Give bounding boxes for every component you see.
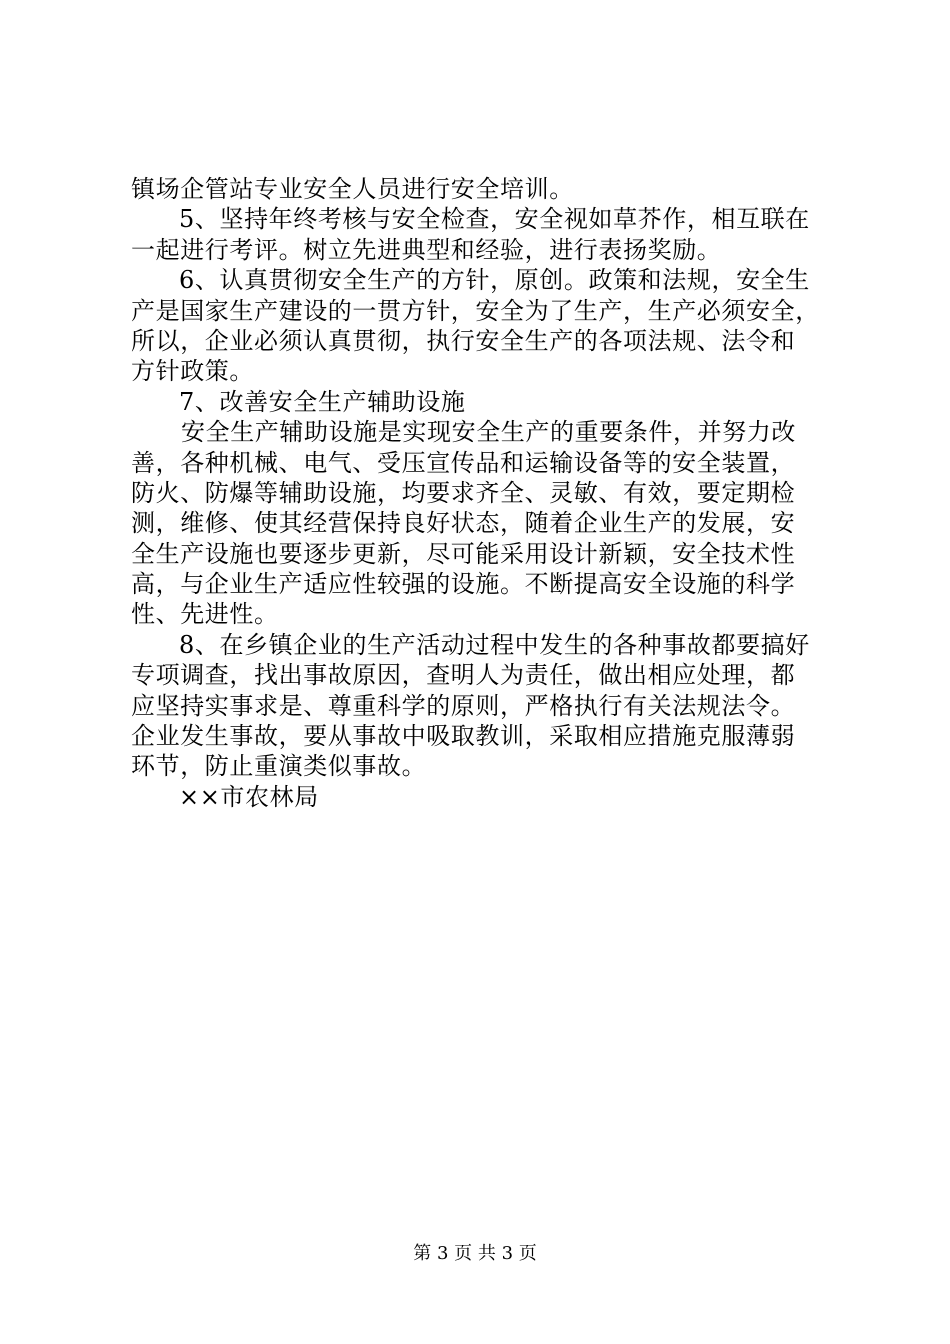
text-line: 专项调查，找出事故原因，查明人为责任，做出相应处理，都 — [131, 661, 796, 690]
text-line: 性、先进性。 — [131, 600, 279, 629]
text-line: 8、在乡镇企业的生产活动过程中发生的各种事故都要搞好 — [179, 630, 810, 659]
text-line: 产是国家生产建设的一贯方针，安全为了生产，生产必须安全， — [131, 296, 820, 325]
text-line: 应坚持实事求是、尊重科学的原则，严格执行有关法规法令。 — [131, 691, 796, 720]
text-line: 安全生产辅助设施是实现安全生产的重要条件，并努力改 — [181, 418, 796, 447]
text-line: 防火、防爆等辅助设施，均要求齐全、灵敏、有效，要定期检 — [131, 478, 796, 507]
document-body — [131, 174, 821, 812]
text-line: 高，与企业生产适应性较强的设施。不断提高安全设施的科学 — [131, 570, 796, 599]
page-number-footer: 第 3 页 共 3 页 — [413, 1243, 537, 1264]
text-line: 所以，企业必须认真贯彻，执行安全生产的各项法规、法令和 — [131, 326, 796, 355]
text-line: 企业发生事故，要从事故中吸取教训，采取相应措施克服薄弱 — [131, 722, 796, 751]
text-line: 镇场企管站专业安全人员进行安全培训。 — [131, 175, 574, 203]
text-line: 环节，防止重演类似事故。 — [131, 752, 427, 781]
text-line: 7、改善安全生产辅助设施 — [179, 387, 466, 416]
text-line: 测，维修、使其经营保持良好状态，随着企业生产的发展，安 — [131, 509, 796, 538]
signature-line: ××市农林局 — [179, 782, 319, 811]
text-line: 6、认真贯彻安全生产的方针，原创。政策和法规，安全生 — [179, 266, 810, 295]
text-line: 善，各种机械、电气、受压宣传品和运输设备等的安全装置， — [131, 448, 796, 477]
text-line: 方针政策。 — [131, 357, 254, 386]
text-line: 5、坚持年终考核与安全检查，安全视如草芥作，相互联在 — [179, 205, 810, 234]
text-line: 全生产设施也要逐步更新，尽可能采用设计新颖，安全技术性 — [131, 539, 796, 568]
text-line: 一起进行考评。树立先进典型和经验，进行表扬奖励。 — [131, 235, 722, 264]
